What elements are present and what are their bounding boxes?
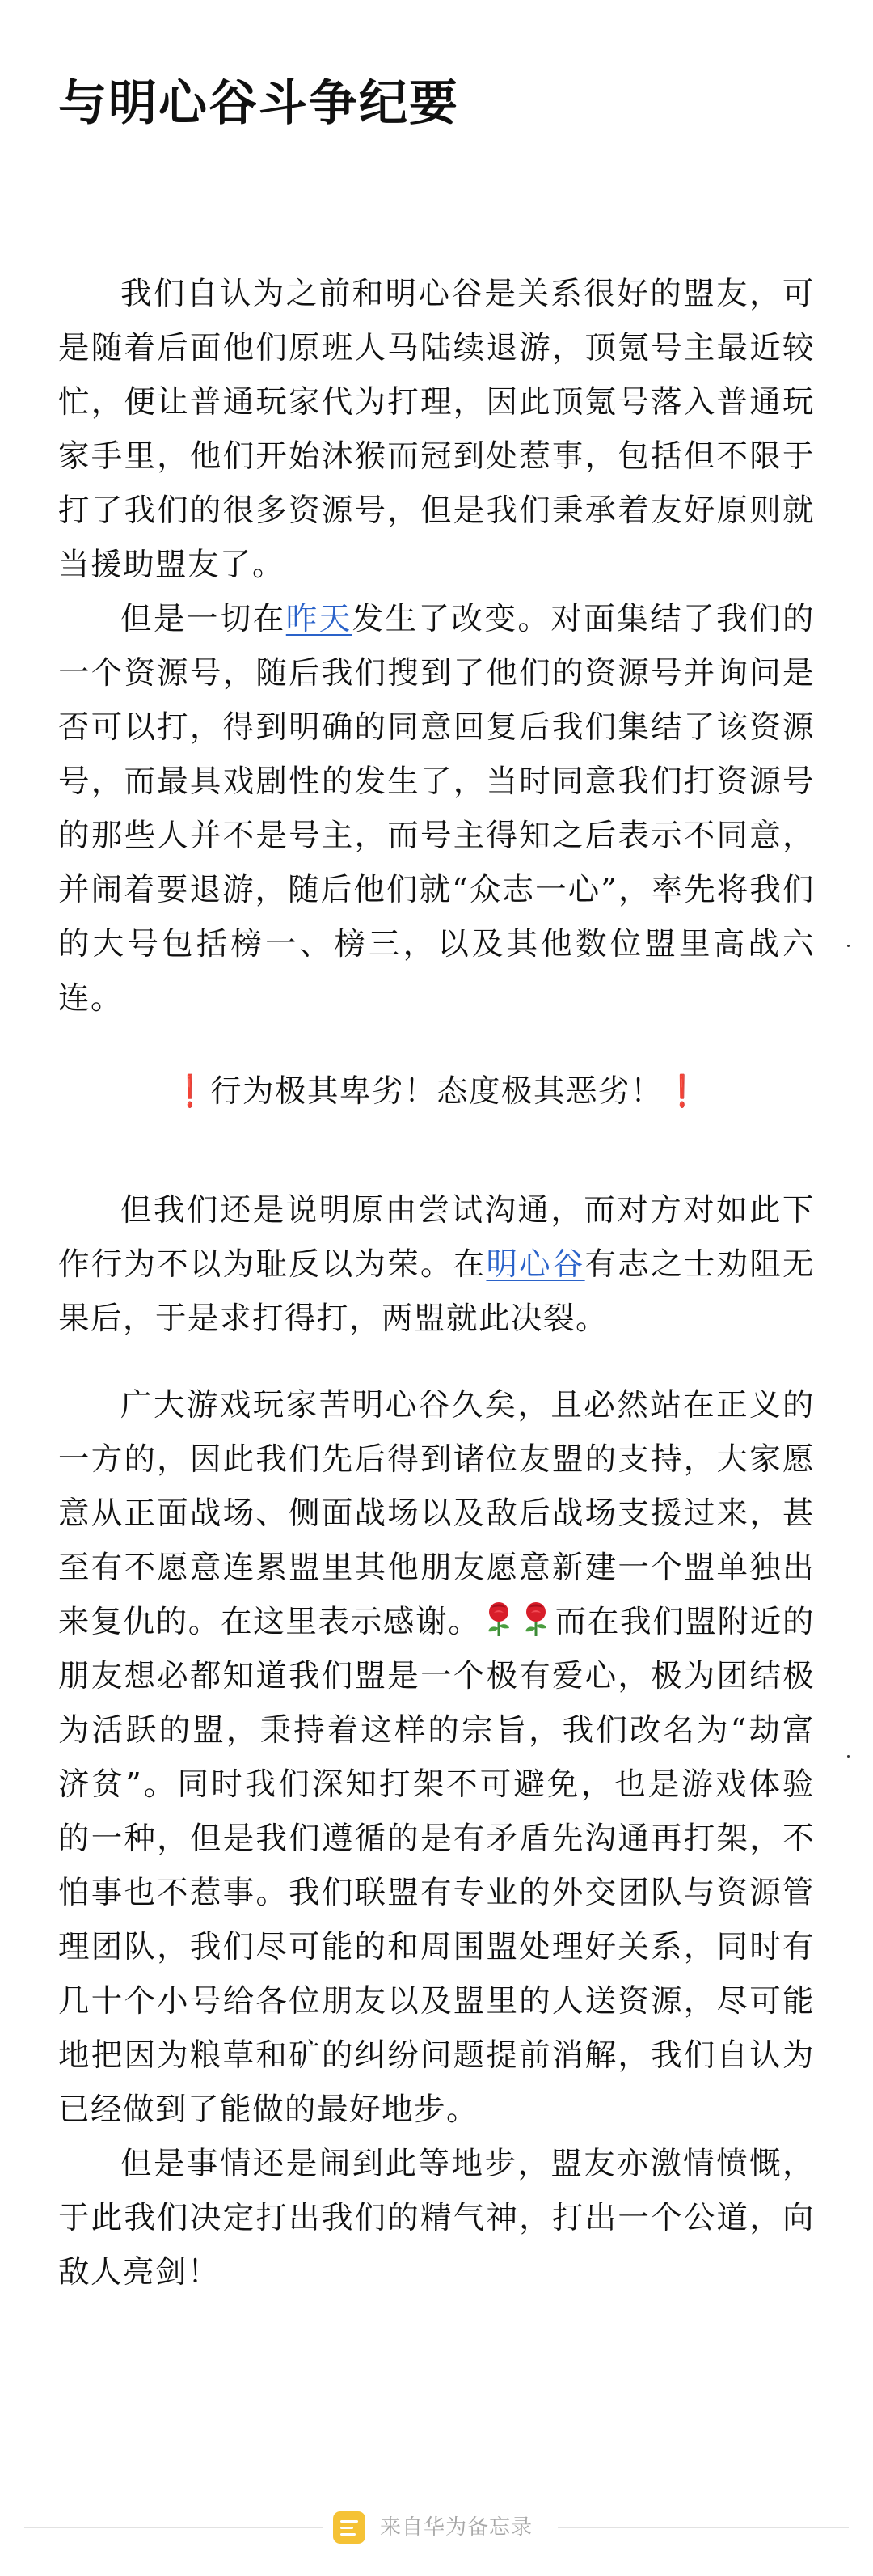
paragraph-4 <box>58 1378 815 2137</box>
paragraph-5: 但是事情还是闹到此等地步，盟友亦激情愤慨，于此我们决定打出我们的精气神，打出一个公道，向敌人亮剑！ <box>58 2146 815 2290</box>
rose-icon <box>482 1601 516 1637</box>
paragraph-2-rest: 发生了改变。对面集结了我们的一个资源号，随后我们搜到了他们的资源号并询问是否可以打，得到明确的同意回复后我们集结了该资源号，而最具戏剧性的发生了，当时同意我们打资源号的那些人并不是号主，而号主得知之后表示不同意，并闹着要退游，随后他们就“众志一心”，率先将我们的大号包括榜一、榜三，以及其他数位盟里高战六连。 <box>58 601 815 1017</box>
rose-icon <box>519 1601 553 1637</box>
paragraph-2-start: 但是一切在 <box>120 601 286 637</box>
stray-dot <box>847 1755 850 1758</box>
paragraph-1: 我们自认为之前和明心谷是关系很好的盟友，可是随着后面他们原班人马陆续退游，顶氪号主最近较忙，便让普通玩家代为打理，因此顶氪号落入普通玩家手里，他们开始沐猴而冠到处惹事，包括但不限于打了我们的很多资源号，但是我们秉承着友好原则就当援助盟友了。 <box>58 276 815 583</box>
paragraph-4-rest: 而在我们盟附近的朋友想必都知道我们盟是一个极有爱心，极为团结极为活跃的盟，秉持着这样的宗旨，我们改名为“劫富济贫”。同时我们深知打架不可避免，也是游戏体验的一种，但是我们遵循的是有矛盾先沟通再打架，不怕事也不惹事。我们联盟有专业的外交团队与资源管理团队，我们尽可能的和周围盟处理好关系，同时有几十个小号给各位朋友以及盟里的人送资源，尽可能地把因为粮草和矿的纠纷问题提前消解，我们自认为已经做到了能做的最好地步。 <box>58 1604 815 2128</box>
paragraph-3 <box>58 1183 815 1346</box>
page-title: 与明心谷斗争纪要 <box>58 75 459 132</box>
link-mingxingu[interactable]: 明心谷 <box>486 1246 585 1283</box>
footer-source-text: 来自华为备忘录 <box>380 2515 534 2540</box>
exclamation-icon: ❗ <box>668 1073 698 1110</box>
exclamation-icon: ❗ <box>175 1073 205 1110</box>
notepad-icon <box>333 2511 365 2544</box>
footer-divider <box>24 2527 323 2528</box>
footer-divider <box>558 2527 849 2528</box>
paragraph-3-rest: 有志之士劝阻无果后，于是求打得打，两盟就此决裂。 <box>58 1246 815 1337</box>
link-yesterday[interactable]: 昨天 <box>285 601 352 637</box>
article-section-3 <box>58 1378 815 2299</box>
paragraph-2 <box>58 592 815 1026</box>
alert-text: 行为极其卑劣！态度极其恶劣！ <box>209 1073 663 1110</box>
alert-line <box>0 1064 873 1119</box>
footer <box>0 2507 873 2548</box>
article-section-2 <box>58 1183 815 1346</box>
paragraph-3-start: 但我们还是说明原由尝试沟通，而对方对如此下作行为不以为耻反以为荣。在 <box>58 1192 815 1283</box>
article-section-1 <box>58 267 815 1026</box>
stray-dot <box>847 945 850 947</box>
paragraph-4-start: 广大游戏玩家苦明心谷久矣，且必然站在正义的一方的，因此我们先后得到诸位友盟的支持，大家愿意从正面战场、侧面战场以及敌后战场支援过来，甚至有不愿意连累盟里其他朋友愿意新建一个盟单独出来复仇的。在这里表示感谢。 <box>58 1387 815 1640</box>
